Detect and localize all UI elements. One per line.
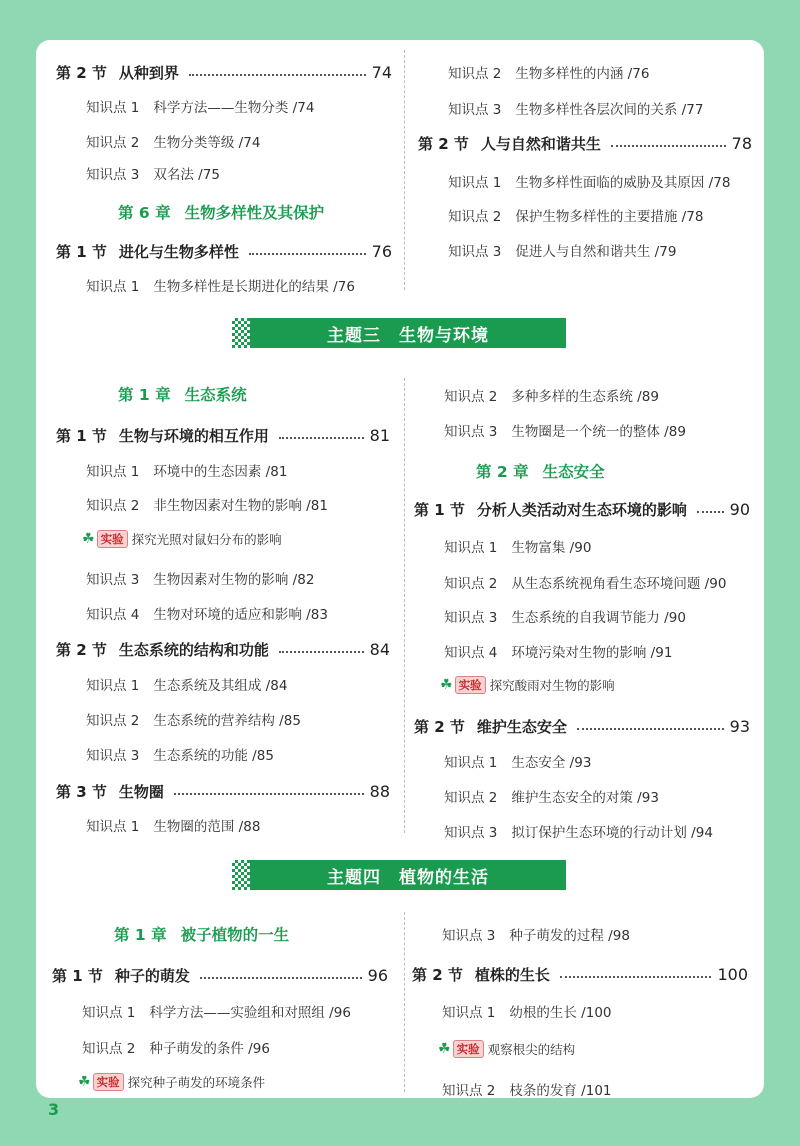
knowledge-point [448, 62, 649, 82]
knowledge-point-number: 知识点 3 [448, 244, 502, 260]
banner-pattern [232, 318, 250, 348]
leaf-icon: ☘ [82, 531, 95, 547]
column-divider [404, 50, 405, 290]
knowledge-point-text: 枝条的发育 /101 [509, 1083, 612, 1099]
knowledge-point [444, 821, 713, 841]
experiment-text: 探究种子萌发的环境条件 [127, 1075, 266, 1090]
knowledge-point [444, 385, 659, 405]
section-title: 植株的生长 [474, 966, 550, 984]
knowledge-point-number: 知识点 2 [442, 1083, 496, 1099]
banner-pattern [232, 860, 250, 890]
section-page: 96 [367, 966, 388, 985]
experiment-entry [78, 1073, 265, 1091]
knowledge-point-text: 生物多样性的内涵 /76 [515, 66, 650, 82]
section-title: 生物与环境的相互作用 [118, 427, 269, 445]
knowledge-point-text: 双名法 /75 [153, 167, 220, 183]
column-divider [404, 378, 405, 833]
chapter-number: 第 6 章 [118, 204, 171, 222]
section-number: 第 1 节 [52, 967, 103, 985]
experiment-tag: 实验 [453, 1040, 484, 1058]
dot-leader [577, 728, 724, 730]
knowledge-point-number: 知识点 1 [448, 175, 502, 191]
knowledge-point-text: 生态系统的营养结构 /85 [153, 713, 301, 729]
knowledge-point-number: 知识点 2 [82, 1041, 136, 1057]
section-title: 维护生态安全 [476, 718, 567, 736]
knowledge-point-text: 生态系统的自我调节能力 /90 [511, 610, 686, 626]
knowledge-point-text: 生物多样性面临的威胁及其原因 /78 [515, 175, 731, 191]
knowledge-point-number: 知识点 1 [86, 819, 140, 835]
knowledge-point-number: 知识点 3 [444, 424, 498, 440]
section-title: 从种到界 [118, 64, 179, 82]
chapter-title: 被子植物的一生 [180, 926, 290, 944]
experiment-tag: 实验 [97, 530, 128, 548]
knowledge-point-number: 知识点 1 [86, 100, 140, 116]
knowledge-point-number: 知识点 3 [86, 572, 140, 588]
knowledge-point [444, 536, 591, 556]
section-entry [414, 716, 750, 737]
knowledge-point-number: 知识点 2 [86, 498, 140, 514]
knowledge-point-text: 保护生物多样性的主要措施 /78 [515, 209, 704, 225]
knowledge-point-number: 知识点 1 [444, 755, 498, 771]
knowledge-point [86, 494, 328, 514]
section-page: 81 [369, 426, 390, 445]
knowledge-point-text: 促进人与自然和谐共生 /79 [515, 244, 677, 260]
knowledge-point [86, 131, 260, 151]
knowledge-point-number: 知识点 2 [448, 209, 502, 225]
chapter-title: 生态系统 [184, 386, 247, 404]
knowledge-point [448, 205, 703, 225]
knowledge-point [444, 420, 686, 440]
section-entry [56, 425, 390, 446]
knowledge-point-text: 维护生态安全的对策 /93 [511, 790, 659, 806]
chapter-heading [114, 923, 289, 945]
knowledge-point [442, 1001, 612, 1021]
knowledge-point-text: 从生态系统视角看生态环境问题 /90 [511, 576, 727, 592]
knowledge-point-text: 幼根的生长 /100 [509, 1005, 612, 1021]
experiment-tag: 实验 [93, 1073, 124, 1091]
section-number: 第 2 节 [56, 64, 107, 82]
section-entry [414, 499, 750, 520]
knowledge-point [82, 1001, 351, 1021]
leaf-icon: ☘ [438, 1041, 451, 1057]
dot-leader [279, 651, 364, 653]
theme-label: 主题四 [327, 867, 381, 888]
page-number: 3 [48, 1100, 60, 1119]
chapter-number: 第 2 章 [476, 463, 529, 481]
knowledge-point-text: 科学方法——生物分类 /74 [153, 100, 315, 116]
experiment-entry [82, 530, 282, 548]
knowledge-point-text: 拟订保护生态环境的行动计划 /94 [511, 825, 713, 841]
leaf-icon: ☘ [78, 1074, 91, 1090]
section-page: 90 [729, 500, 750, 519]
section-page: 100 [717, 965, 748, 984]
dot-leader [174, 793, 364, 795]
section-title: 生物圈 [118, 783, 164, 801]
knowledge-point-number: 知识点 3 [442, 928, 496, 944]
knowledge-point [444, 751, 591, 771]
dot-leader [560, 976, 712, 978]
knowledge-point [444, 606, 686, 626]
knowledge-point-text: 种子萌发的条件 /96 [149, 1041, 270, 1057]
section-entry [52, 965, 388, 986]
dot-leader [697, 511, 724, 513]
knowledge-point [86, 568, 314, 588]
section-entry [56, 62, 392, 83]
knowledge-point-text: 生物圈的范围 /88 [153, 819, 261, 835]
section-entry [56, 639, 390, 660]
knowledge-point-number: 知识点 3 [86, 167, 140, 183]
knowledge-point [442, 924, 630, 944]
knowledge-point-number: 知识点 3 [444, 825, 498, 841]
knowledge-point-text: 多种多样的生态系统 /89 [511, 389, 659, 405]
chapter-number: 第 1 章 [114, 926, 167, 944]
knowledge-point-text: 非生物因素对生物的影响 /81 [153, 498, 328, 514]
section-entry [412, 964, 748, 985]
knowledge-point-text: 生物对环境的适应和影响 /83 [153, 607, 328, 623]
knowledge-point [82, 1037, 270, 1057]
knowledge-point-number: 知识点 3 [448, 102, 502, 118]
section-page: 88 [369, 782, 390, 801]
section-page: 74 [371, 63, 392, 82]
chapter-heading [118, 201, 324, 223]
section-number: 第 2 节 [418, 135, 469, 153]
knowledge-point-text: 生态安全 /93 [511, 755, 592, 771]
section-page: 84 [369, 640, 390, 659]
knowledge-point-number: 知识点 1 [86, 464, 140, 480]
section-entry [56, 781, 390, 802]
knowledge-point [86, 96, 314, 116]
chapter-heading [118, 383, 247, 405]
section-number: 第 3 节 [56, 783, 107, 801]
knowledge-point [86, 744, 274, 764]
knowledge-point-number: 知识点 1 [86, 279, 140, 295]
section-number: 第 2 节 [56, 641, 107, 659]
knowledge-point-number: 知识点 4 [444, 645, 498, 661]
section-page: 93 [729, 717, 750, 736]
knowledge-point-number: 知识点 1 [82, 1005, 136, 1021]
dot-leader [189, 74, 366, 76]
section-title: 进化与生物多样性 [118, 243, 239, 261]
knowledge-point-number: 知识点 2 [86, 713, 140, 729]
theme-banner [250, 860, 566, 890]
dot-leader [611, 145, 726, 147]
knowledge-point [86, 603, 328, 623]
section-number: 第 2 节 [412, 966, 463, 984]
experiment-entry [440, 676, 615, 694]
knowledge-point-text: 生物圈是一个统一的整体 /89 [511, 424, 686, 440]
knowledge-point [86, 460, 287, 480]
experiment-text: 观察根尖的结构 [487, 1042, 576, 1057]
knowledge-point-number: 知识点 2 [86, 135, 140, 151]
knowledge-point-text: 生物多样性各层次间的关系 /77 [515, 102, 704, 118]
dot-leader [279, 437, 364, 439]
section-title: 生态系统的结构和功能 [118, 641, 269, 659]
knowledge-point [448, 98, 703, 118]
section-number: 第 1 节 [414, 501, 465, 519]
knowledge-point [86, 709, 301, 729]
knowledge-point [444, 641, 672, 661]
chapter-title: 生物多样性及其保护 [184, 204, 325, 222]
chapter-number: 第 1 章 [118, 386, 171, 404]
section-entry [56, 241, 392, 262]
theme-label: 主题三 [327, 325, 381, 346]
knowledge-point-text: 科学方法——实验组和对照组 /96 [149, 1005, 351, 1021]
knowledge-point-number: 知识点 4 [86, 607, 140, 623]
knowledge-point [86, 674, 287, 694]
knowledge-point-text: 环境污染对生物的影响 /91 [511, 645, 673, 661]
section-title: 种子的萌发 [114, 967, 190, 985]
knowledge-point-text: 环境中的生态因素 /81 [153, 464, 288, 480]
dot-leader [249, 253, 366, 255]
knowledge-point-text: 种子萌发的过程 /98 [509, 928, 630, 944]
column-divider [404, 912, 405, 1092]
knowledge-point [86, 163, 220, 183]
experiment-text: 探究酸雨对生物的影响 [489, 678, 615, 693]
theme-banner [250, 318, 566, 348]
knowledge-point-text: 生态系统的功能 /85 [153, 748, 274, 764]
chapter-heading [476, 460, 605, 482]
section-entry [418, 133, 752, 154]
section-page: 76 [371, 242, 392, 261]
knowledge-point-number: 知识点 3 [444, 610, 498, 626]
section-number: 第 1 节 [56, 243, 107, 261]
experiment-text: 探究光照对鼠妇分布的影响 [131, 532, 282, 547]
knowledge-point-number: 知识点 2 [448, 66, 502, 82]
knowledge-point-number: 知识点 1 [444, 540, 498, 556]
knowledge-point-number: 知识点 1 [442, 1005, 496, 1021]
knowledge-point [448, 171, 730, 191]
knowledge-point [86, 275, 355, 295]
knowledge-point-text: 生物富集 /90 [511, 540, 592, 556]
knowledge-point [86, 815, 260, 835]
knowledge-point-number: 知识点 2 [444, 389, 498, 405]
knowledge-point-number: 知识点 3 [86, 748, 140, 764]
section-title: 人与自然和谐共生 [480, 135, 601, 153]
knowledge-point-text: 生态系统及其组成 /84 [153, 678, 288, 694]
section-title: 分析人类活动对生态环境的影响 [476, 501, 687, 519]
theme-title: 植物的生活 [399, 867, 489, 888]
knowledge-point-text: 生物多样性是长期进化的结果 /76 [153, 279, 355, 295]
knowledge-point [444, 786, 659, 806]
experiment-tag: 实验 [455, 676, 486, 694]
knowledge-point [442, 1079, 612, 1099]
theme-title: 生物与环境 [399, 325, 489, 346]
knowledge-point-number: 知识点 2 [444, 576, 498, 592]
knowledge-point-text: 生物分类等级 /74 [153, 135, 261, 151]
section-number: 第 1 节 [56, 427, 107, 445]
section-number: 第 2 节 [414, 718, 465, 736]
knowledge-point-number: 知识点 2 [444, 790, 498, 806]
knowledge-point [448, 240, 676, 260]
leaf-icon: ☘ [440, 677, 453, 693]
dot-leader [200, 977, 362, 979]
knowledge-point-text: 生物因素对生物的影响 /82 [153, 572, 315, 588]
chapter-title: 生态安全 [542, 463, 605, 481]
section-page: 78 [731, 134, 752, 153]
knowledge-point-number: 知识点 1 [86, 678, 140, 694]
experiment-entry [438, 1040, 575, 1058]
knowledge-point [444, 572, 726, 592]
